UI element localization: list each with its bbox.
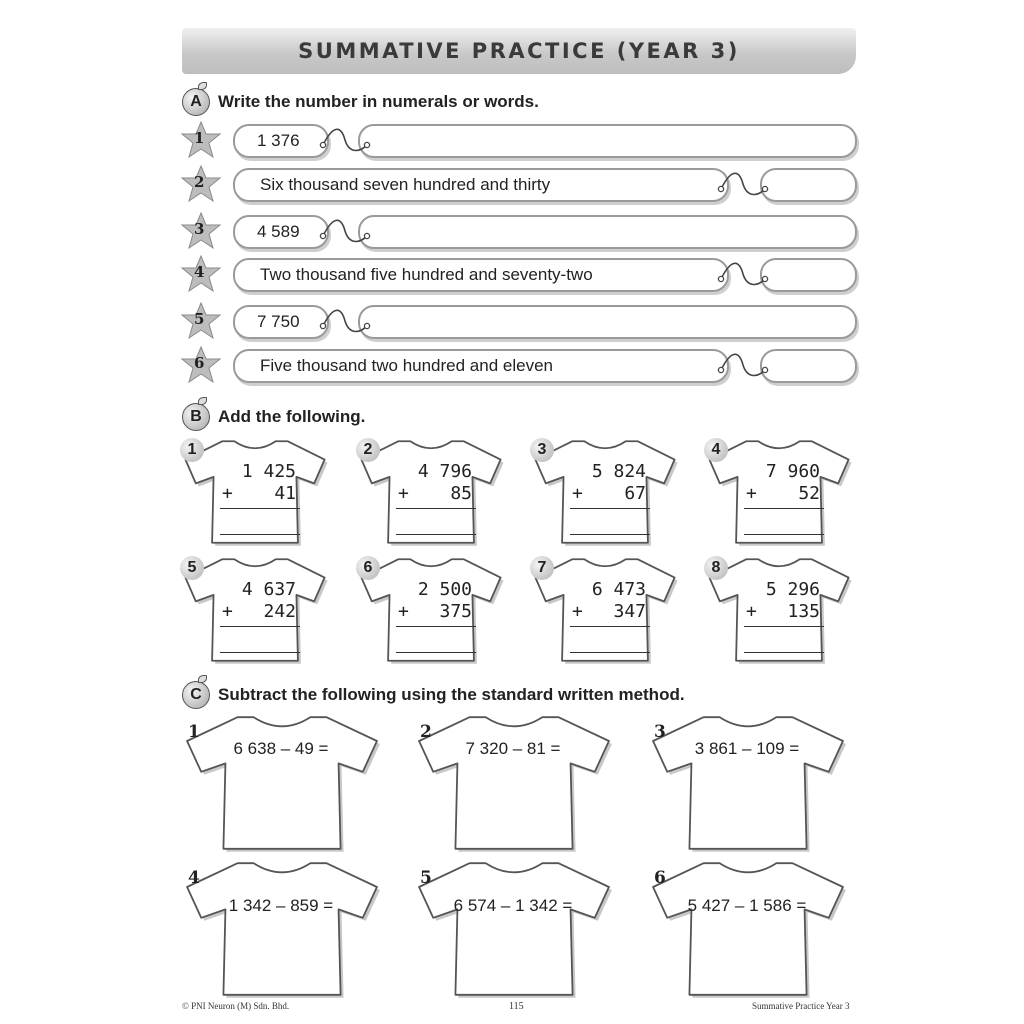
exercise-row [180,255,860,293]
answer-line[interactable] [744,534,824,535]
addend-top: 4 637 [241,579,296,600]
given-value: Two thousand five hundred and seventy-two [260,265,593,284]
sum-line [570,508,650,509]
item-number: 5 [194,310,205,328]
given-value: Six thousand seven hundred and thirty [260,175,551,194]
subtraction-shirt-card [412,858,614,1000]
section-badge: C [190,686,202,703]
given-value: 7 750 [257,312,300,331]
addend-top: 4 796 [417,461,472,482]
sum-line [396,626,476,627]
plus-sign: + [572,601,583,622]
addend-bottom: 242 [263,601,296,622]
string-connector-icon [717,167,769,206]
string-connector-icon [717,257,769,296]
subtraction-shirt-card [646,858,848,1000]
addend-bottom: 41 [274,483,296,504]
answer-line[interactable] [220,534,300,535]
subtraction-expression: 3 861 – 109 = [694,739,800,758]
section-c-heading [182,681,685,709]
string-connector-icon [319,214,371,253]
exercise-row [180,121,860,159]
sum-line [220,508,300,509]
addend-top: 5 296 [765,579,820,600]
plus-sign: + [222,483,233,504]
given-value: 1 376 [257,131,300,150]
item-number-badge: 4 [704,438,728,462]
given-value: 4 589 [257,222,300,241]
section-badge: A [190,93,202,110]
item-number-badge: 6 [356,556,380,580]
subtraction-expression: 6 638 – 49 = [233,739,329,758]
plus-sign: + [746,483,757,504]
string-connector-icon [319,123,371,162]
title-banner [182,28,856,74]
sum-line [744,626,824,627]
item-number-badge: 5 [180,556,204,580]
item-number: 1 [194,129,205,147]
exercise-row [180,212,860,250]
given-value-box [233,258,729,292]
item-number-badge: 1 [180,438,204,462]
answer-line[interactable] [570,534,650,535]
subtraction-expression: 7 320 – 81 = [465,739,561,758]
string-connector-icon [319,304,371,343]
item-number-badge: 3 [654,722,680,744]
section-instruction: Subtract the following using the standard written method. [218,685,685,704]
footer-page-number: 115 [509,1001,524,1012]
addition-shirt-card [530,437,678,547]
addend-bottom: 52 [798,483,820,504]
item-number: 3 [194,220,205,238]
answer-box[interactable] [760,258,857,292]
star-number-icon [180,346,222,384]
plus-sign: + [398,483,409,504]
exercise-row [180,165,860,203]
addend-top: 7 960 [765,461,820,482]
footer-book-title: Summative Practice Year 3 [752,1001,850,1011]
addition-shirt-card [356,555,504,665]
item-number: 4 [194,263,205,281]
item-number-badge: 4 [188,868,214,890]
subtraction-expression: 1 342 – 859 = [228,896,334,915]
given-value-box [233,168,729,202]
subtraction-shirt-card [646,712,848,854]
item-number: 2 [194,173,205,191]
item-number-badge: 3 [530,438,554,462]
item-number-badge: 2 [420,722,446,744]
string-connector-icon [717,348,769,387]
subtraction-expression: 6 574 – 1 342 = [453,896,573,915]
apple-badge-icon [182,88,210,116]
section-b-heading [182,403,365,431]
item-number-badge: 8 [704,556,728,580]
addend-top: 2 500 [417,579,472,600]
addend-bottom: 135 [787,601,820,622]
apple-badge-icon [182,681,210,709]
given-value: Five thousand two hundred and eleven [260,356,553,375]
answer-line[interactable] [220,652,300,653]
item-number: 6 [194,354,205,372]
answer-box[interactable] [358,305,857,339]
section-instruction: Write the number in numerals or words. [218,92,539,111]
subtraction-expression: 5 427 – 1 586 = [687,896,807,915]
sum-line [744,508,824,509]
addend-bottom: 67 [624,483,646,504]
item-number-badge: 5 [420,868,446,890]
section-a-heading [182,88,539,116]
addend-top: 1 425 [241,461,296,482]
answer-line[interactable] [396,652,476,653]
addition-shirt-card [530,555,678,665]
item-number-badge: 7 [530,556,554,580]
plus-sign: + [572,483,583,504]
addition-shirt-card [356,437,504,547]
section-badge: B [190,408,202,425]
subtraction-shirt-card [180,712,382,854]
answer-box[interactable] [358,124,857,158]
star-number-icon [180,212,222,250]
item-number-badge: 6 [654,868,680,890]
star-number-icon [180,302,222,340]
addend-top: 5 824 [591,461,646,482]
plus-sign: + [398,601,409,622]
exercise-row [180,302,860,340]
answer-line[interactable] [396,534,476,535]
plus-sign: + [222,601,233,622]
answer-box[interactable] [760,349,857,383]
item-number-badge: 2 [356,438,380,462]
plus-sign: + [746,601,757,622]
addition-shirt-card [704,437,852,547]
subtraction-shirt-card [180,858,382,1000]
section-instruction: Add the following. [218,407,366,426]
addend-bottom: 347 [613,601,646,622]
page-title: SUMMATIVE PRACTICE (YEAR 3) [298,39,740,63]
subtraction-shirt-card [412,712,614,854]
addition-shirt-card [704,555,852,665]
exercise-row [180,346,860,384]
answer-line[interactable] [570,652,650,653]
sum-line [570,626,650,627]
answer-box[interactable] [358,215,857,249]
addend-bottom: 85 [450,483,472,504]
star-number-icon [180,121,222,159]
answer-box[interactable] [760,168,857,202]
answer-line[interactable] [744,652,824,653]
sum-line [220,626,300,627]
star-number-icon [180,165,222,203]
addition-shirt-card [180,555,328,665]
sum-line [396,508,476,509]
given-value-box [233,305,329,339]
addend-bottom: 375 [439,601,472,622]
apple-badge-icon [182,403,210,431]
addend-top: 6 473 [591,579,646,600]
star-number-icon [180,255,222,293]
given-value-box [233,124,329,158]
footer-copyright: © PNI Neuron (M) Sdn. Bhd. [182,1001,290,1011]
given-value-box [233,349,729,383]
addition-shirt-card [180,437,328,547]
item-number-badge: 1 [188,722,214,744]
given-value-box [233,215,329,249]
